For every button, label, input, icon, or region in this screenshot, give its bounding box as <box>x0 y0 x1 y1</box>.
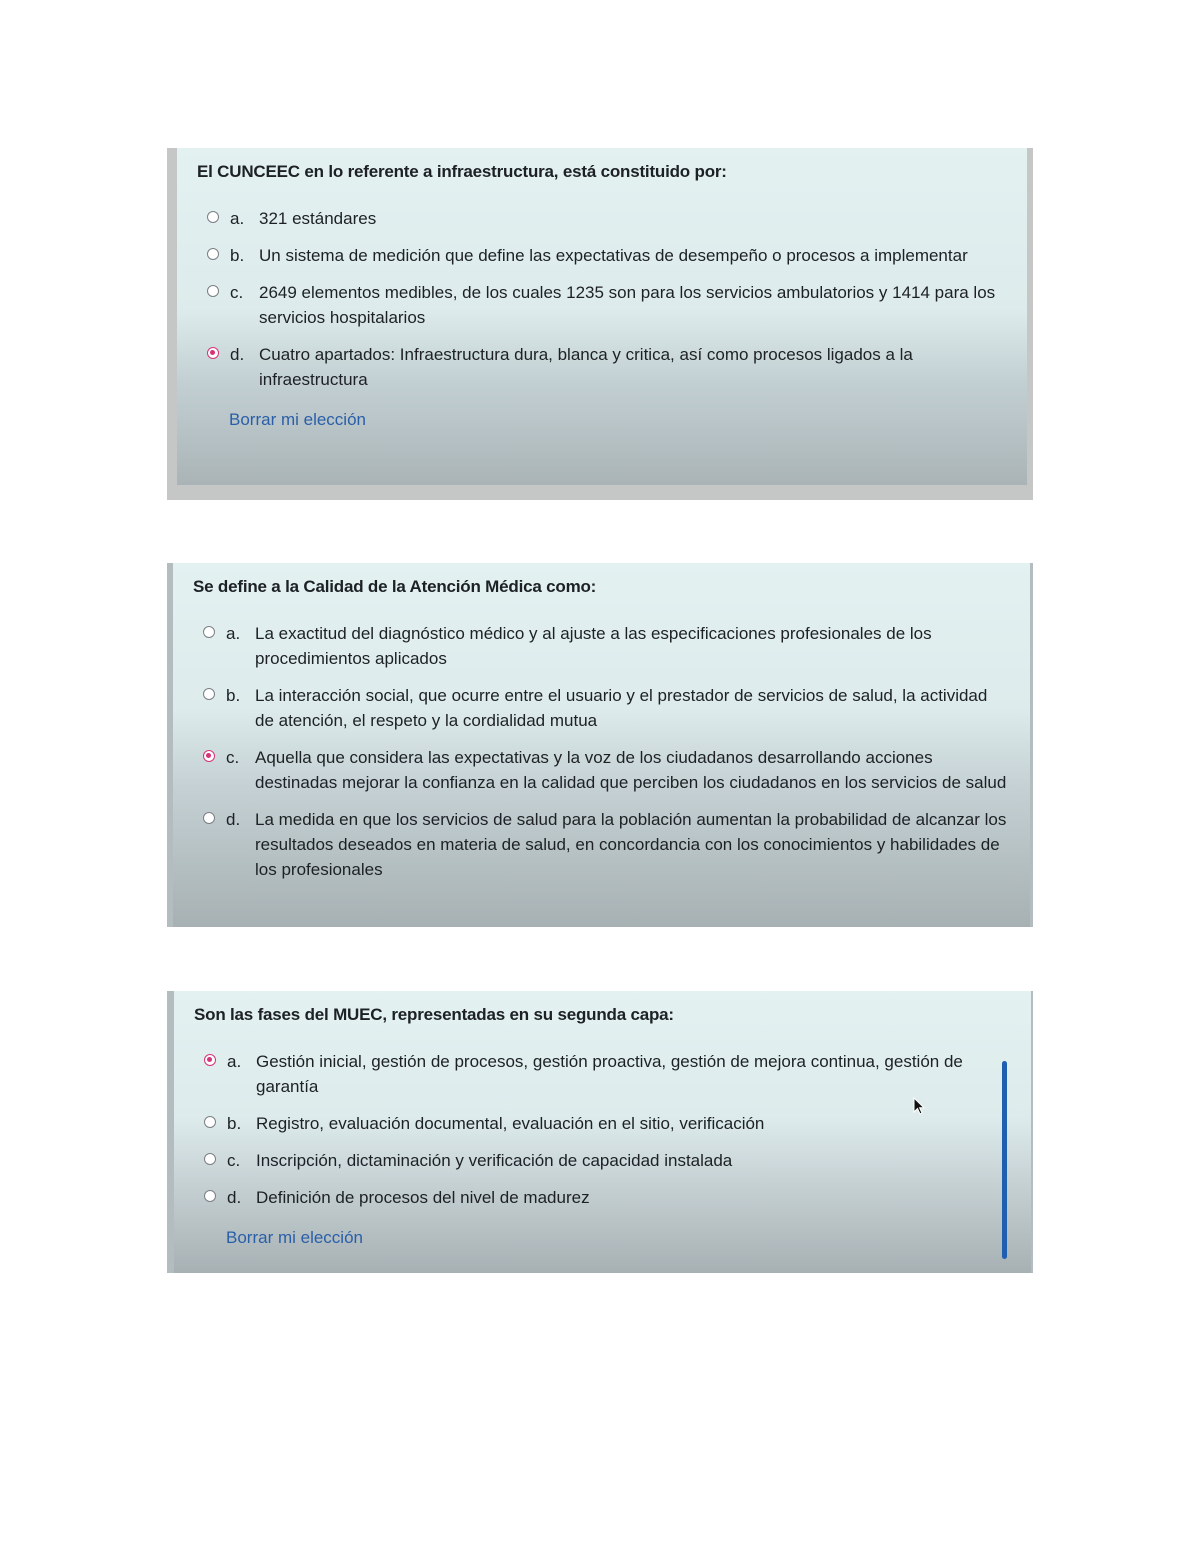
radio-button-selected[interactable] <box>204 1054 216 1066</box>
answer-letter: d. <box>226 810 241 829</box>
answer-text: Cuatro apartados: Infraestructura dura, blanca y critica, así como procesos ligados a la infraestructura <box>259 345 913 389</box>
answer-letter: c. <box>227 1151 241 1170</box>
radio-button[interactable] <box>203 688 215 700</box>
answer-text: Un sistema de medición que define las expectativas de desempeño o procesos a implementar <box>259 246 968 265</box>
radio-button[interactable] <box>207 211 219 223</box>
answer-option-a[interactable] <box>194 1049 1009 1099</box>
question-title: El CUNCEEC en lo referente a infraestructura, está constituido por: <box>197 162 727 181</box>
radio-button[interactable] <box>203 626 215 638</box>
answer-text: 2649 elementos medibles, de los cuales 1235 son para los servicios ambulatorios y 1414 para los servicios hospitalarios <box>259 283 996 327</box>
radio-button-selected[interactable] <box>203 750 215 762</box>
mouse-cursor-icon <box>913 1097 927 1117</box>
answer-option-b[interactable] <box>197 243 1005 268</box>
answer-option-d[interactable] <box>193 807 1008 882</box>
radio-button[interactable] <box>204 1190 216 1202</box>
answer-text: La exactitud del diagnóstico médico y al ajuste a las especificaciones profesionales de los procedimientos aplicados <box>255 624 932 668</box>
radio-button[interactable] <box>204 1116 216 1128</box>
answer-letter: a. <box>230 209 245 228</box>
screenshot-2 <box>167 563 1033 927</box>
question-card-1 <box>177 148 1027 485</box>
radio-button[interactable] <box>207 285 219 297</box>
answer-text: La medida en que los servicios de salud para la población aumentan la probabilidad de alcanzar los resultados deseados en materia de salud, en concordancia con los conocimientos y habilidades de los profesionales <box>255 810 1007 879</box>
answer-text: Aquella que considera las expectativas y la voz de los ciudadanos desarrollando acciones destinadas mejorar la confianza en la calidad que perciben los ciudadanos en los servicios de salud <box>255 748 1007 792</box>
answer-letter: d. <box>230 345 245 364</box>
question-card-2 <box>173 563 1030 927</box>
answer-letter: c. <box>226 748 240 767</box>
scrollbar-thumb[interactable] <box>1002 1061 1007 1259</box>
answer-option-c[interactable] <box>194 1148 1009 1173</box>
radio-button[interactable] <box>203 812 215 824</box>
answer-option-b[interactable] <box>193 683 1008 733</box>
answer-letter: a. <box>227 1052 242 1071</box>
answer-letter: d. <box>227 1188 242 1207</box>
answer-option-a[interactable] <box>197 206 1005 231</box>
radio-button[interactable] <box>207 248 219 260</box>
question-title: Se define a la Calidad de la Atención Médica como: <box>193 577 597 596</box>
answer-option-a[interactable] <box>193 621 1008 671</box>
screenshot-3 <box>167 991 1033 1273</box>
answer-text: 321 estándares <box>259 209 377 228</box>
screenshot-1 <box>167 148 1033 500</box>
radio-button-selected[interactable] <box>207 347 219 359</box>
answer-option-d[interactable] <box>194 1185 1009 1210</box>
answer-text: Definición de procesos del nivel de madurez <box>256 1188 590 1207</box>
answer-option-c[interactable] <box>193 745 1008 795</box>
answer-text: La interacción social, que ocurre entre el usuario y el prestador de servicios de salud, la actividad de atención, el respeto y la cordialidad mutua <box>255 686 988 730</box>
clear-choice-link[interactable]: Borrar mi elección <box>226 1228 363 1247</box>
answer-letter: c. <box>230 283 244 302</box>
answer-letter: b. <box>226 686 241 705</box>
answer-option-d[interactable] <box>197 342 1005 392</box>
answer-option-b[interactable] <box>194 1111 1009 1136</box>
question-card-3 <box>174 991 1031 1273</box>
answer-text: Registro, evaluación documental, evaluación en el sitio, verificación <box>256 1114 765 1133</box>
answer-option-c[interactable] <box>197 280 1005 330</box>
answer-letter: b. <box>227 1114 242 1133</box>
answer-text: Inscripción, dictaminación y verificación de capacidad instalada <box>256 1151 733 1170</box>
answer-text: Gestión inicial, gestión de procesos, gestión proactiva, gestión de mejora continua, gestión de garantía <box>256 1052 963 1096</box>
answer-letter: b. <box>230 246 245 265</box>
clear-choice-link[interactable]: Borrar mi elección <box>229 410 366 429</box>
question-title: Son las fases del MUEC, representadas en su segunda capa: <box>194 1005 674 1024</box>
answer-letter: a. <box>226 624 241 643</box>
radio-button[interactable] <box>204 1153 216 1165</box>
